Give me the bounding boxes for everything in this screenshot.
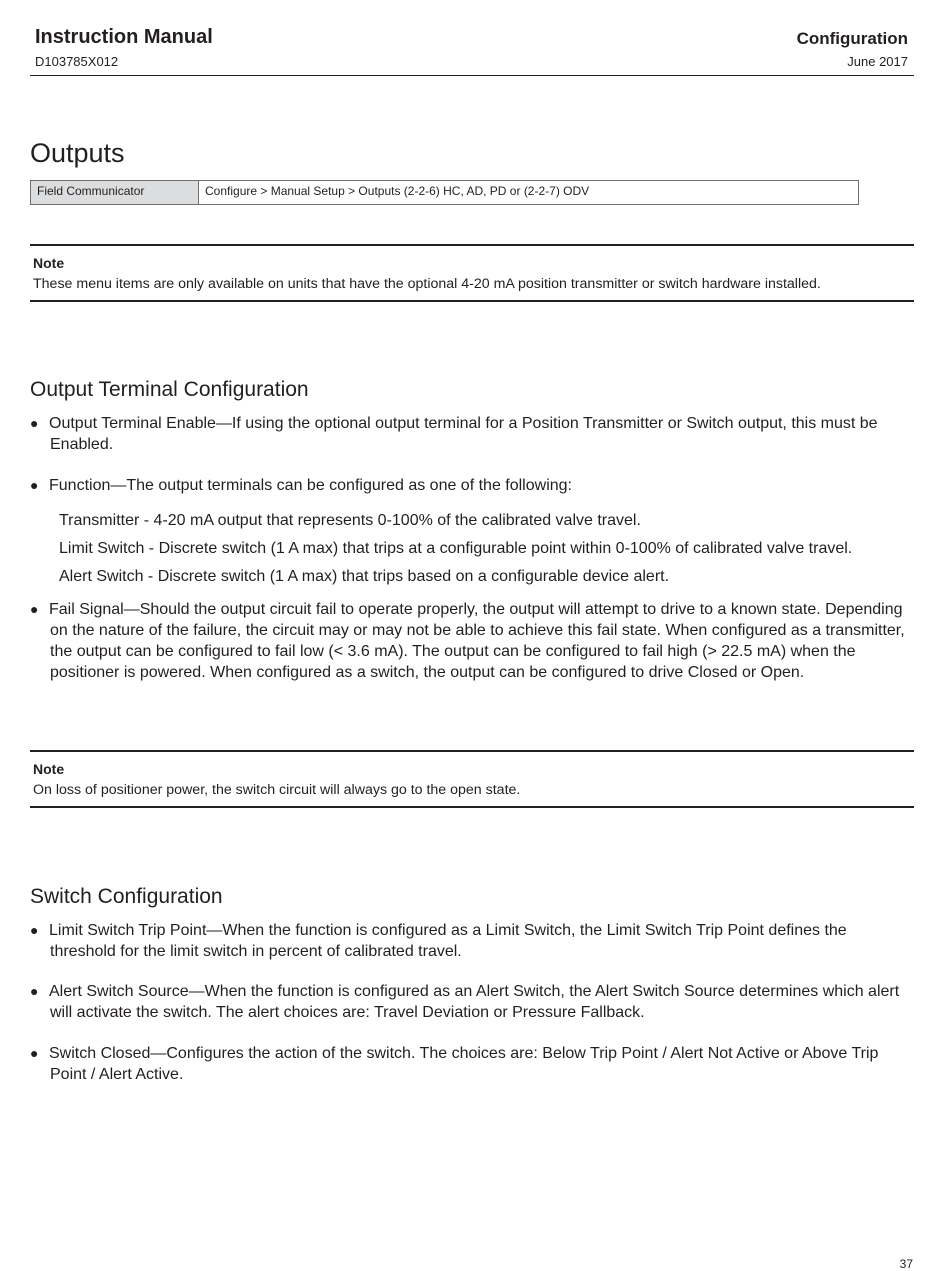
description: - Discrete switch (1 A max) that trips based on a configurable device alert.: [143, 568, 670, 585]
list-item-output-terminal-enable: [30, 413, 916, 455]
note-box-hardware: [30, 244, 914, 302]
term: Transmitter: [59, 512, 140, 529]
function-alert-switch: [59, 566, 919, 587]
term: Limit Switch: [59, 540, 145, 557]
page-title: Outputs: [30, 138, 125, 168]
description: —Should the output circuit fail to operate properly, the output will attempt to drive to a known state. Depending on the nature of the failure, the circuit may or may not be able to achieve this fail state. When configured as a transmitter, the output can be configured to fail low (< 3.6 mA). The output can be configured to fail high (> 22.5 mA) when the positioner is powered. When configured as a switch, the output can be configured to drive Closed or Open.: [50, 601, 905, 681]
note-heading: Note: [33, 761, 65, 777]
list-item-function: [30, 475, 916, 496]
section-title-switch-configuration: Switch Configuration: [30, 885, 223, 908]
list-item-limit-switch-trip-point: [30, 920, 916, 962]
section-title-output-terminal: Output Terminal Configuration: [30, 378, 309, 401]
note-body: On loss of positioner power, the switch circuit will always go to the open state.: [33, 782, 521, 798]
bullet-icon: ●: [30, 922, 39, 938]
header-divider: [30, 75, 914, 76]
field-communicator-table: [30, 180, 859, 205]
document-number: D103785X012: [35, 54, 119, 69]
list-item-fail-signal: [30, 599, 916, 683]
term: Switch Closed—: [49, 1045, 167, 1062]
bullet-icon: ●: [30, 415, 39, 431]
section-name: Configuration: [796, 29, 908, 48]
note-body: These menu items are only available on units that have the optional 4-20 mA position transmitter or switch hardware installed.: [33, 276, 821, 292]
term-output-terminal-enable: Output Terminal Enable: [49, 415, 216, 432]
bullet-icon: ●: [30, 601, 39, 617]
description: - 4-20 mA output that represents 0-100% of the calibrated valve travel.: [139, 512, 641, 529]
description: —If using the optional output terminal for a Position Transmitter or Switch output, this must be Enabled.: [50, 415, 878, 453]
list-item-switch-closed: [30, 1043, 916, 1085]
bullet-icon: ●: [30, 477, 39, 493]
bullet-icon: ●: [30, 983, 39, 999]
bullet-icon: ●: [30, 1045, 39, 1061]
term-fail-signal: Fail Signal: [49, 601, 124, 618]
function-transmitter: [59, 510, 919, 531]
term: Limit Switch Trip Point—: [49, 922, 223, 939]
publication-date: June 2017: [847, 54, 908, 69]
manual-title: Instruction Manual: [35, 26, 213, 48]
term: Alert Switch Source—: [49, 983, 205, 1000]
description: Configures the action of the switch. The choices are: Below Trip Point / Alert Not Active or Above Trip Point / Alert Active.: [50, 1045, 879, 1083]
description: When the function is configured as a Limit Switch, the Limit Switch Trip Point defines the threshold for the limit switch in percent of calibrated travel.: [50, 922, 847, 960]
function-limit-switch: [59, 538, 919, 559]
term-function: Function: [49, 477, 111, 494]
description: - Discrete switch (1 A max) that trips at a configurable point within 0-100% of calibrated valve travel.: [144, 540, 853, 557]
description: When the function is configured as an Alert Switch, the Alert Switch Source determines which alert will activate the switch. The alert choices are: Travel Deviation or Pressure Fallback.: [50, 983, 900, 1021]
note-box-power-loss: [30, 750, 914, 808]
term: Alert Switch: [59, 568, 144, 585]
page-number: 37: [899, 1257, 913, 1271]
field-communicator-label: Field Communicator: [31, 181, 199, 204]
note-heading: Note: [33, 255, 65, 271]
field-communicator-path: Configure > Manual Setup > Outputs (2-2-6) HC, AD, PD or (2-2-7) ODV: [205, 184, 590, 198]
list-item-alert-switch-source: [30, 981, 916, 1023]
description: —The output terminals can be configured as one of the following:: [110, 477, 572, 494]
